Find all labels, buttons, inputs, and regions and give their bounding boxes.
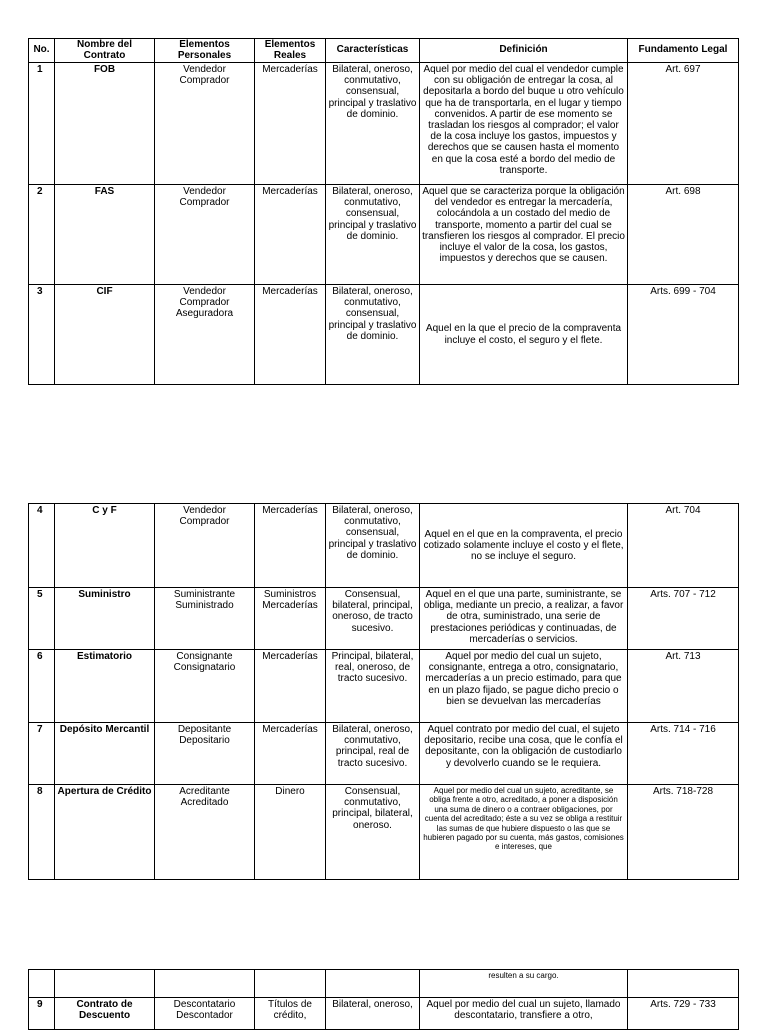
row-name: C y F — [55, 504, 155, 588]
row-legal: Arts. 718-728 — [628, 785, 739, 880]
row-no: 2 — [29, 185, 55, 285]
row-reales: Títulos de crédito, — [255, 998, 326, 1030]
header-nombre: Nombre del Contrato — [55, 39, 155, 63]
row-caracteristicas: Bilateral, oneroso, conmutativo, consensual, principal y traslativo de dominio. — [326, 285, 420, 385]
row-definicion: Aquel por medio del cual un sujeto, acreditante, se obliga frente a otro, acreditado, a poner a disposición una suma de dinero o a contraer obligaciones, por cuenta del acreditado; éste a su vez se obliga a restituir las sumas de que hubiere dispuesto o las que se hubieren pagado por su cuenta, más gastos, comisiones e intereses, que — [420, 785, 628, 880]
row-caracteristicas: Consensual, conmutativo, principal, bilateral, oneroso. — [326, 785, 420, 880]
row-legal: Arts. 699 - 704 — [628, 285, 739, 385]
header-definicion: Definición — [420, 39, 628, 63]
contracts-table-3 — [28, 969, 739, 1030]
row-no: 8 — [29, 785, 55, 880]
row-caracteristicas: Bilateral, oneroso, conmutativo, consensual, principal y traslativo de dominio. — [326, 504, 420, 588]
row-name: Suministro — [55, 588, 155, 650]
row-reales: Mercaderías — [255, 63, 326, 185]
row-caracteristicas: Bilateral, oneroso, conmutativo, consensual, principal y traslativo de dominio. — [326, 63, 420, 185]
row-definicion: Aquel en el que una parte, suministrante, se obliga, mediante un precio, a realizar, a favor de otra, suministrado, una serie de prestaciones periódicas y continuadas, de mercaderías o servicios. — [420, 588, 628, 650]
row-name: FOB — [55, 63, 155, 185]
row-legal: Art. 704 — [628, 504, 739, 588]
row-legal: Art. 698 — [628, 185, 739, 285]
row-personal: Suministrante Suministrado — [155, 588, 255, 650]
row-no: 6 — [29, 650, 55, 723]
row-legal: Arts. 714 - 716 — [628, 723, 739, 785]
row-definicion: Aquel que se caracteriza porque la obligación del vendedor es entregar la mercadería, colocándola a un costado del medio de transporte, momento a partir del cual se transfieren los riesgos al comprador. El precio incluye el valor de la cosa, los gastos, impuestos y derechos que se causen. — [420, 185, 628, 285]
header-row — [29, 39, 739, 63]
row-definicion: Aquel contrato por medio del cual, el sujeto depositario, recibe una cosa, que le confía el depositante, con la obligación de custodiarlo y devolverlo cuando se le requiera. — [420, 723, 628, 785]
row-no: 1 — [29, 63, 55, 185]
row-no: 7 — [29, 723, 55, 785]
table-row — [29, 63, 739, 185]
row-personal: Vendedor Comprador — [155, 185, 255, 285]
contracts-table-2 — [28, 503, 739, 880]
row-legal: Arts. 707 - 712 — [628, 588, 739, 650]
table-row — [29, 285, 739, 385]
row-reales: Mercaderías — [255, 285, 326, 385]
table-row — [29, 785, 739, 880]
row-caracteristicas: Consensual, bilateral, principal, oneroso, de tracto sucesivo. — [326, 588, 420, 650]
row-name: Depósito Mercantil — [55, 723, 155, 785]
table-row — [29, 185, 739, 285]
row-definicion: Aquel por medio del cual un sujeto, llamado descontatario, transfiere a otro, — [420, 998, 628, 1030]
row-reales: Mercaderías — [255, 185, 326, 285]
header-personales: Elementos Personales — [155, 39, 255, 63]
row-reales: Mercaderías — [255, 650, 326, 723]
row-definicion-continuation: resulten a su cargo. — [420, 970, 628, 998]
row-definicion: Aquel en el que en la compraventa, el precio cotizado solamente incluye el costo y el flete, no se incluye el seguro. — [420, 504, 628, 588]
table-row — [29, 723, 739, 785]
header-no: No. — [29, 39, 55, 63]
header-fundamento: Fundamento Legal — [628, 39, 739, 63]
row-no: 3 — [29, 285, 55, 385]
table-row — [29, 504, 739, 588]
row-caracteristicas: Bilateral, oneroso, conmutativo, principal, real de tracto sucesivo. — [326, 723, 420, 785]
table-row — [29, 650, 739, 723]
row-personal: Descontatario Descontador — [155, 998, 255, 1030]
row-name: Contrato de Descuento — [55, 998, 155, 1030]
row-personal: Vendedor Comprador — [155, 504, 255, 588]
row-name: Estimatorio — [55, 650, 155, 723]
row-personal: Vendedor Comprador — [155, 63, 255, 185]
row-definicion: Aquel en la que el precio de la compraventa incluye el costo, el seguro y el flete. — [420, 285, 628, 385]
row-name: CIF — [55, 285, 155, 385]
continuation-row — [29, 970, 739, 998]
row-reales: Mercaderías — [255, 723, 326, 785]
row-legal: Art. 713 — [628, 650, 739, 723]
row-name: Apertura de Crédito — [55, 785, 155, 880]
row-reales: Dinero — [255, 785, 326, 880]
row-definicion: Aquel por medio del cual el vendedor cumple con su obligación de entregar la cosa, al depositarla a bordo del buque u otro vehículo que ha de transportarla, en el lugar y tiempo convenidos. A partir de ese momento se trasladan los riesgos al comprador; el valor de la cosa incluye los gastos, impuestos y derechos que se causen hasta el momento en que la cosa esté a bordo del medio de transporte. — [420, 63, 628, 185]
header-reales: Elementos Reales — [255, 39, 326, 63]
table-row — [29, 588, 739, 650]
row-caracteristicas: Bilateral, oneroso, — [326, 998, 420, 1030]
row-no: 5 — [29, 588, 55, 650]
row-no: 4 — [29, 504, 55, 588]
row-caracteristicas: Principal, bilateral, real, oneroso, de tracto sucesivo. — [326, 650, 420, 723]
table-row — [29, 998, 739, 1030]
row-legal: Art. 697 — [628, 63, 739, 185]
row-caracteristicas: Bilateral, oneroso, conmutativo, consensual, principal y traslativo de dominio. — [326, 185, 420, 285]
row-personal: Consignante Consignatario — [155, 650, 255, 723]
row-personal: Vendedor Comprador Aseguradora — [155, 285, 255, 385]
header-caracteristicas: Características — [326, 39, 420, 63]
row-reales: Mercaderías — [255, 504, 326, 588]
row-reales: Suministros Mercaderías — [255, 588, 326, 650]
row-personal: Depositante Depositario — [155, 723, 255, 785]
row-definicion: Aquel por medio del cual un sujeto, consignante, entrega a otro, consignatario, mercaderías a un precio estimado, para que en un plazo fijado, se pague dicho precio o bien se devuelvan las mercaderías — [420, 650, 628, 723]
row-legal: Arts. 729 - 733 — [628, 998, 739, 1030]
row-personal: Acreditante Acreditado — [155, 785, 255, 880]
contracts-table-1 — [28, 38, 739, 385]
row-name: FAS — [55, 185, 155, 285]
row-no: 9 — [29, 998, 55, 1030]
